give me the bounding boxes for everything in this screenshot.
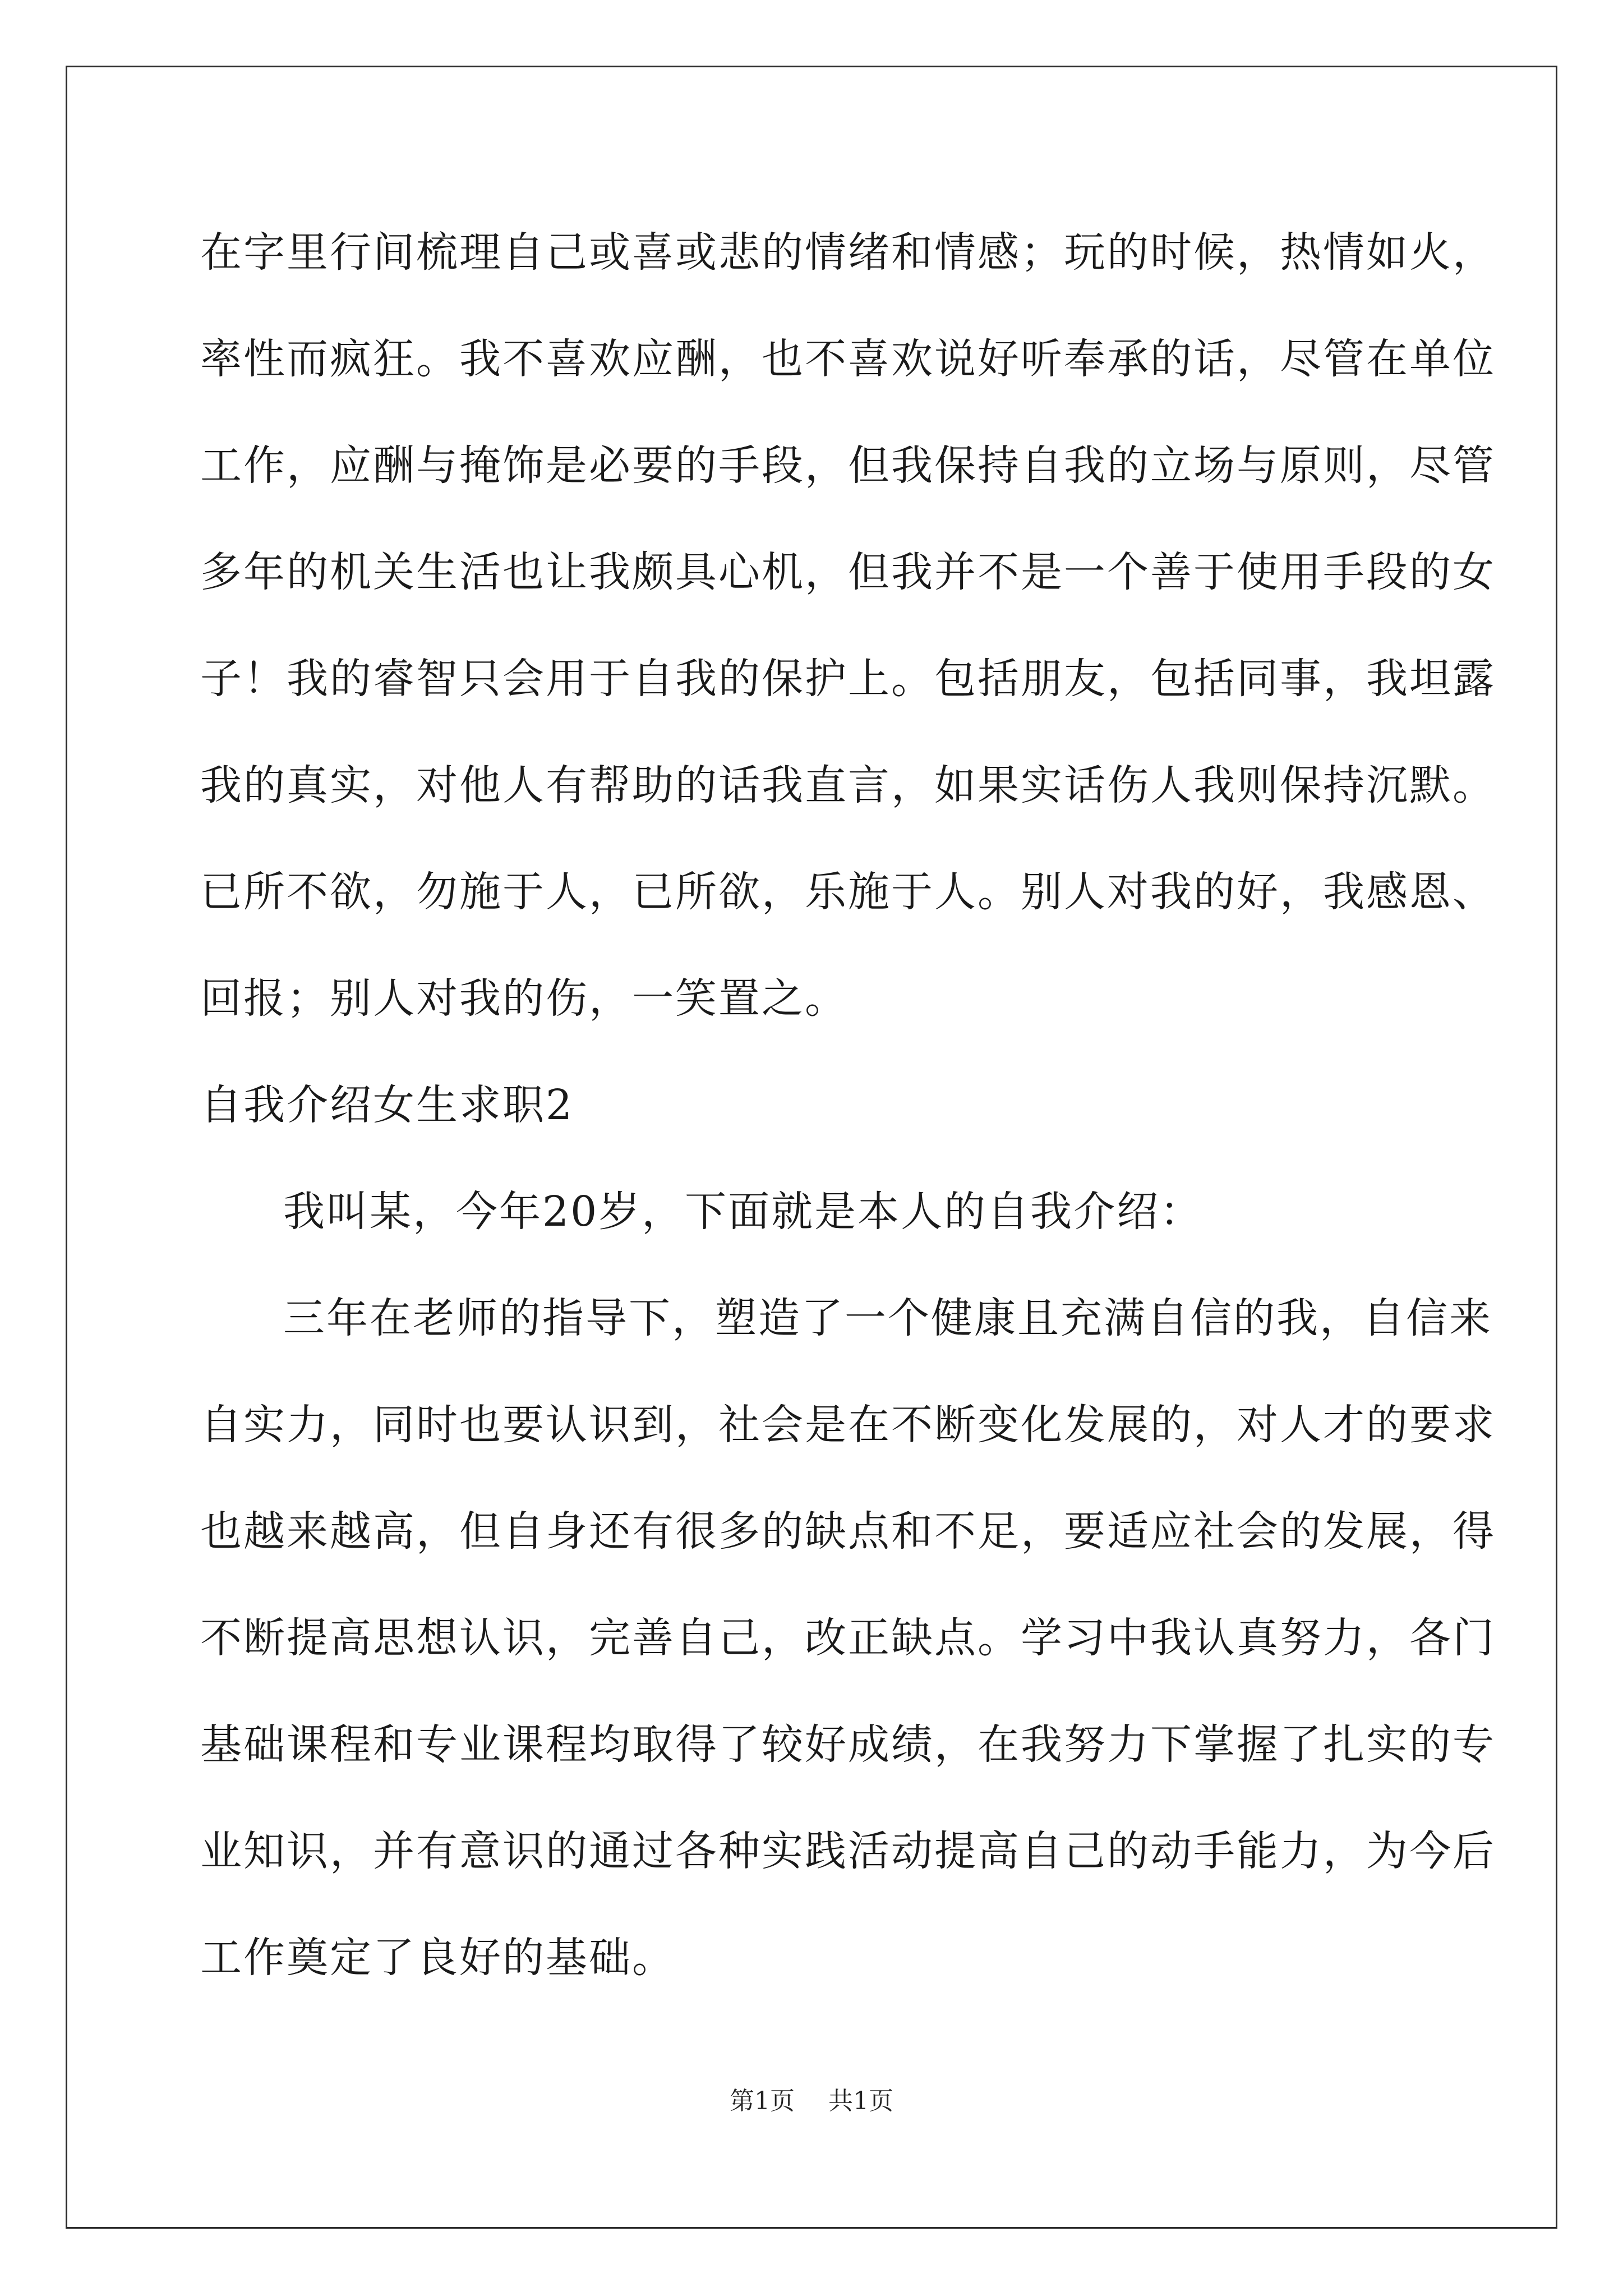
page-number: 第1页 (730, 2087, 795, 2115)
paragraph-line: 子！我的睿智只会用于自我的保护上。包括朋友，包括同事，我坦露 (200, 655, 1496, 703)
paragraph-line: 工作奠定了良好的基础。 (200, 1934, 675, 1982)
section-heading: 自我介绍女生求职2 (200, 1081, 574, 1129)
paragraph-line: 自实力，同时也要认识到，社会是在不断变化发展的，对人才的要求 (200, 1401, 1496, 1449)
page-footer (0, 2085, 1623, 2118)
paragraph-line: 也越来越高，但自身还有很多的缺点和不足，要适应社会的发展，得 (200, 1507, 1496, 1556)
paragraph-line: 工作，应酬与掩饰是必要的手段，但我保持自我的立场与原则，尽管 (200, 441, 1496, 490)
paragraph-line: 在字里行间梳理自己或喜或悲的情绪和情感；玩的时候，热情如火， (200, 228, 1496, 277)
page-total: 共1页 (828, 2087, 893, 2115)
paragraph-line: 业知识，并有意识的通过各种实践活动提高自己的动手能力，为今后 (200, 1827, 1496, 1875)
paragraph-line: 率性而疯狂。我不喜欢应酬，也不喜欢说好听奉承的话，尽管在单位 (200, 335, 1496, 383)
document-body (200, 213, 1496, 2025)
paragraph-line: 我叫某，今年20岁，下面就是本人的自我介绍： (283, 1188, 1204, 1236)
paragraph-line: 多年的机关生活也让我颇具心机，但我并不是一个善于使用手段的女 (200, 548, 1496, 596)
paragraph-line: 已所不欲，勿施于人，已所欲，乐施于人。别人对我的好，我感恩、 (200, 868, 1496, 916)
paragraph-line: 不断提高思想认识，完善自己，改正缺点。学习中我认真努力，各门 (200, 1614, 1496, 1662)
paragraph-line: 我的真实，对他人有帮助的话我直言，如果实话伤人我则保持沉默。 (200, 761, 1496, 809)
paragraph-line: 基础课程和专业课程均取得了较好成绩，在我努力下掌握了扎实的专 (200, 1720, 1496, 1769)
paragraph-line: 三年在老师的指导下，塑造了一个健康且充满自信的我，自信来 (283, 1294, 1492, 1342)
paragraph-line: 回报；别人对我的伤，一笑置之。 (200, 974, 848, 1023)
